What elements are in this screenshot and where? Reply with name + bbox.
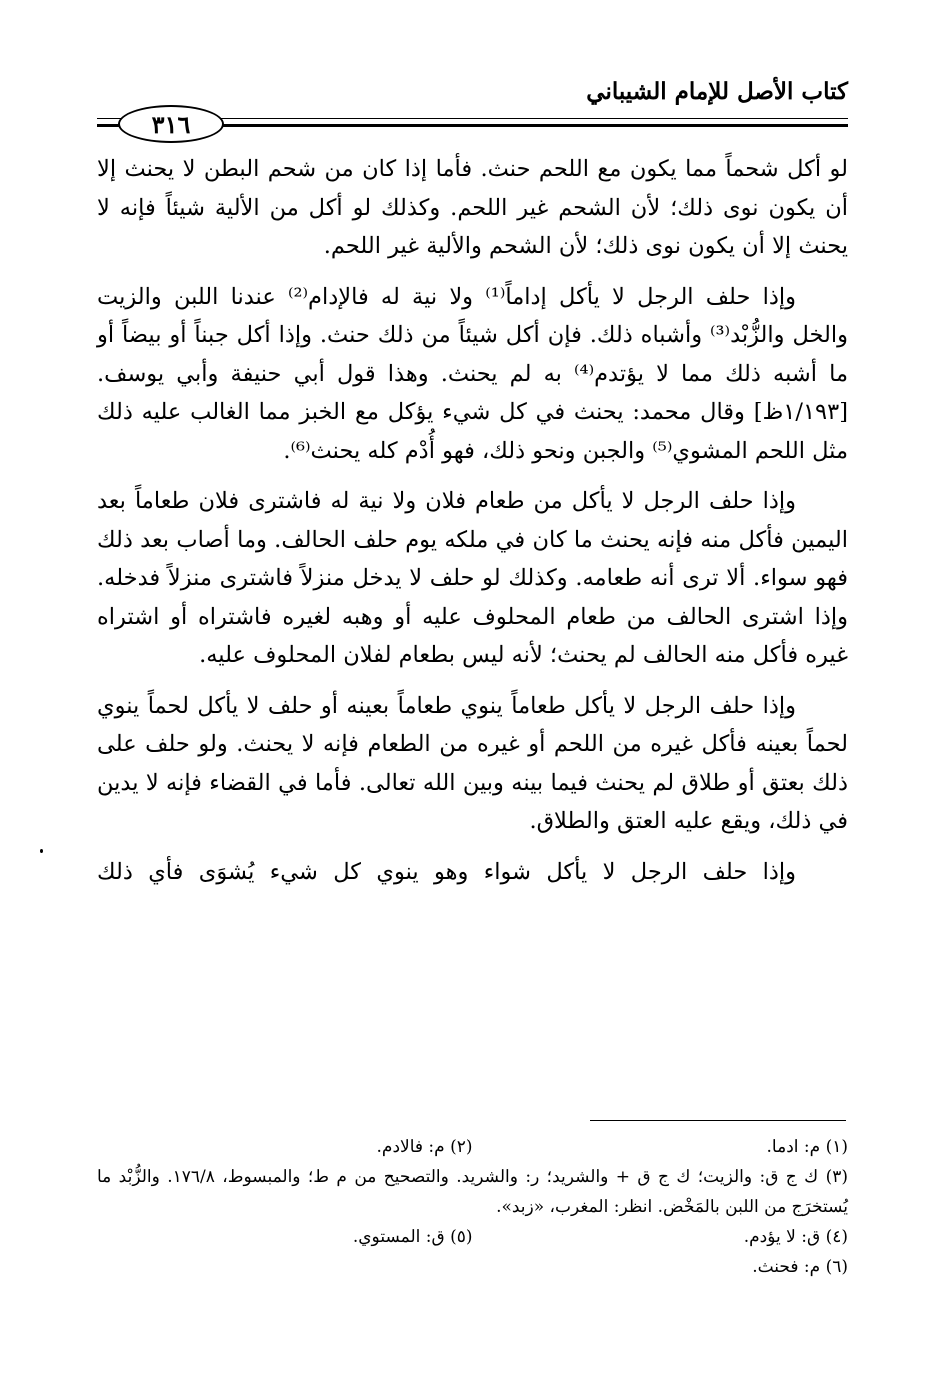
footnote-6: (٦) م: فحنث. <box>752 1257 848 1277</box>
footnote-5: (٥) ق: المستوي. <box>352 1227 473 1247</box>
page-number: ٣١٦ <box>118 105 224 143</box>
footnote-separator <box>590 1120 846 1121</box>
paragraph: وإذا حلف الرجل لا يأكل من طعام فلان ولا نية له فاشترى فلان طعاماً بعد اليمين فأكل منه فإنه يحنث ما كان في ملكه يوم حلف الحالف. وما أصاب بعد ذلك فهو سواء. ألا ترى أنه طعامه. وكذلك لو حلف لا يدخل منزلاً فاشترى منزلاً فدخله. وإذا اشترى الحالف من طعام المحلوف عليه أو وهبه لغيره فاشتراه أو اشتراه غيره فأكل منه الحالف لم يحنث؛ لأنه ليس بطعام لفلان المحلوف عليه. <box>97 488 848 668</box>
footnote-4: (٤) ق: لا يؤدم. <box>743 1227 848 1247</box>
stray-mark <box>40 849 43 853</box>
footnote-row <box>97 1132 848 1162</box>
footnote-row <box>97 1222 848 1252</box>
footnote-2: (٢) م: فالادم. <box>376 1137 473 1157</box>
paragraph: وإذا حلف الرجل لا يأكل شواء وهو ينوي كل شيء يُشوَى فأي ذلك <box>97 858 796 885</box>
paragraph: لو أكل شحماً مما يكون مع اللحم حنث. فأما إذا كان من شحم البطن لا يحنث إلا أن يكون نوى ذلك؛ لأن الشحم غير اللحم. وكذلك لو أكل من الألية شيئاً فإنه لا يحنث إلا أن يكون نوى ذلك؛ لأن الشحم والألية غير اللحم. <box>97 156 848 259</box>
book-title: كتاب الأصل للإمام الشيباني <box>586 78 848 105</box>
paragraph: وإذا حلف الرجل لا يأكل طعاماً ينوي طعاماً بعينه أو حلف لا يأكل لحماً ينوي لحماً بعينه فأكل غيره من اللحم أو غيره من الطعام فإنه لا يحنث. ولو حلف على ذلك بعتق أو طلاق لم يحنث فيما بينه وبين الله تعالى. فأما في القضاء فإنه لا يدين في ذلك، ويقع عليه العتق والطلاق. <box>97 692 848 834</box>
footnote-row <box>97 1252 848 1282</box>
footnotes <box>97 1132 848 1282</box>
paragraph: وإذا حلف الرجل لا يأكل إداماً⁽¹⁾ ولا نية له فالإدام⁽²⁾ عندنا اللبن والزيت والخل والزُّبْد⁽³⁾ وأشباه ذلك. فإن أكل شيئاً من ذلك حنث. وإذا أكل جبناً أو بيضاً أو ما أشبه ذلك مما لا يؤتدم⁽⁴⁾ به لم يحنث. وهذا قول أبي حنيفة وأبي يوسف. [١/١٩٣ظ] وقال محمد: يحنث في كل شيء يؤكل مع الخبز مما الغالب عليه ذلك مثل اللحم المشوي⁽⁵⁾ والجبن ونحو ذلك، فهو أُدْم كله يحنث⁽⁶⁾. <box>97 283 849 464</box>
footnote-3: (٣) ك ج ق: والزيت؛ ك ج ق + والشريد؛ ر: والشريد. والتصحيح من م ط؛ والمبسوط، ١٧٦/٨. والزُّبْد ما يُستخرَج من اللبن بالمَخْض. انظر: المغرب، «زبد». <box>97 1167 848 1217</box>
main-text <box>97 150 848 903</box>
footnote-1: (١) م: ادما. <box>766 1137 848 1157</box>
